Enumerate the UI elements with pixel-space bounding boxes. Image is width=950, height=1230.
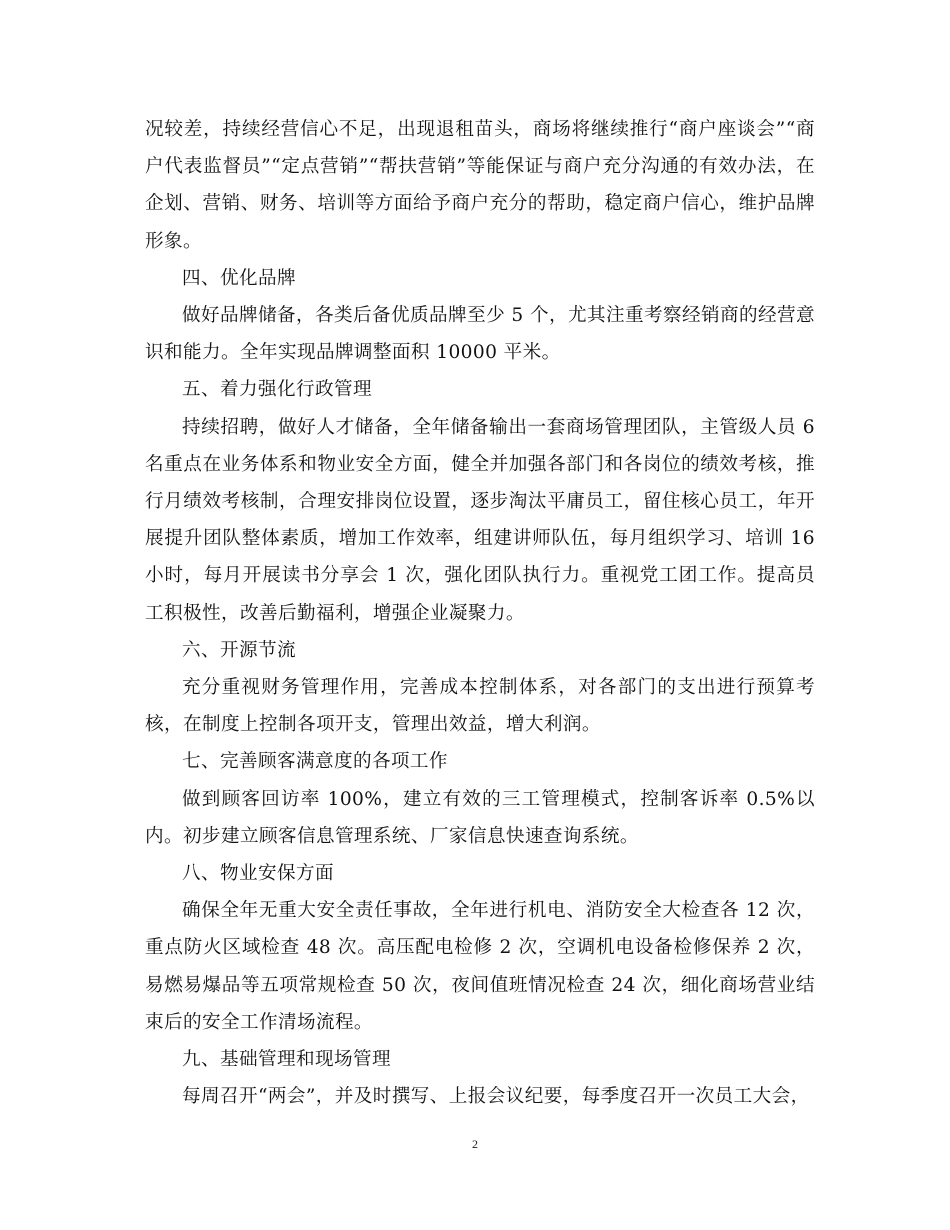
heading-customer-satisfaction: 七、完善顾客满意度的各项工作 (182, 751, 448, 773)
paragraph-recruitment: 持续招聘，做好人才储备，全年储备输出一套商场管理团队，主管级人员 6 名重点在业务体系和物业安全方面，健全并加强各部门和各岗位的绩效考核，推行月绩效考核制，合理安排岗位设置，逐步淘汰平庸员工，留住核心员工，年开展提升团队整体素质，增加工作效率，组建讲师队伍，每月组织学习、培训 16 小时，每月开展读书分享会 1 次，强化团队执行力。重视党工团工作。提高员工积极性，改善后勤福利，增强企业凝聚力。 (145, 416, 815, 624)
paragraph-tenant-support: 况较差，持续经营信心不足，出现退租苗头，商场将继续推行“商户座谈会”“商户代表监督员”“定点营销”“帮扶营销”等能保证与商户充分沟通的有效办法，在企划、营销、财务、培训等方面给予商户充分的帮助，稳定商户信心，维护品牌形象。 (145, 119, 815, 252)
paragraph-brand-reserve: 做好品牌储备，各类后备优质品牌至少 5 个，尤其注重考察经销商的经营意识和能力。全年实现品牌调整面积 10000 平米。 (145, 305, 815, 364)
paragraph-weekly-meetings: 每周召开“两会”，并及时撰写、上报会议纪要，每季度召开一次员工大会， (182, 1086, 810, 1108)
heading-property-security: 八、物业安保方面 (182, 863, 334, 885)
page-number: 2 (472, 1137, 478, 1151)
paragraph-financial-management: 充分重视财务管理作用，完善成本控制体系，对各部门的支出进行预算考核，在制度上控制各项开支，管理出效益，增大利润。 (145, 677, 815, 736)
heading-site-management: 九、基础管理和现场管理 (182, 1049, 391, 1071)
heading-brand-optimization: 四、优化品牌 (182, 267, 296, 289)
paragraph-safety-inspections: 确保全年无重大安全责任事故，全年进行机电、消防安全大检查各 12 次，重点防火区域检查 48 次。高压配电检修 2 次，空调机电设备检修保养 2 次，易燃易爆品等五项常规检查 50 次，夜间值班情况检查 24 次，细化商场营业结束后的安全工作清场流程。 (145, 900, 815, 1033)
paragraph-customer-visits: 做到顾客回访率 100%，建立有效的三工管理模式，控制客诉率 0.5%以内。初步建立顾客信息管理系统、厂家信息快速查询系统。 (145, 788, 815, 847)
document-body (145, 111, 815, 1115)
heading-administrative-management: 五、着力强化行政管理 (182, 379, 372, 401)
heading-cost-control: 六、开源节流 (182, 639, 296, 661)
